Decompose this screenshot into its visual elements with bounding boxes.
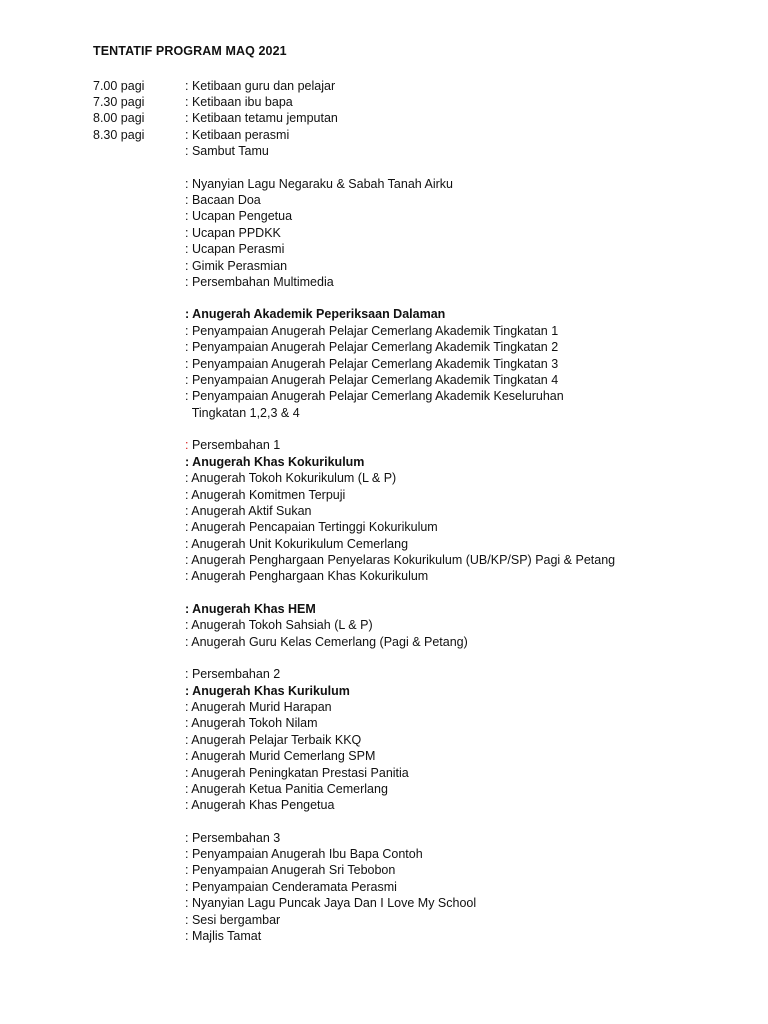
closing-item: : Penyampaian Anugerah Ibu Bapa Contoh <box>185 847 423 861</box>
curriculum-item: : Anugerah Murid Harapan <box>185 700 332 714</box>
cocurricular-item: : Anugerah Komitmen Terpuji <box>185 488 346 502</box>
curriculum-item: : Anugerah Ketua Panitia Cemerlang <box>185 782 388 796</box>
cocurricular-item: : Anugerah Penghargaan Penyelaras Kokurikulum (UB/KP/SP) Pagi & Petang <box>185 553 616 567</box>
opening-item: : Bacaan Doa <box>185 193 261 207</box>
curriculum-item: : Anugerah Murid Cemerlang SPM <box>185 749 376 763</box>
closing-item: : Sesi bergambar <box>185 913 281 927</box>
opening-item: : Gimik Perasmian <box>185 259 288 273</box>
academic-item: : Penyampaian Anugerah Pelajar Cemerlang Akademik Tingkatan 4 <box>185 373 559 387</box>
section-heading-academic: : Anugerah Akademik Peperiksaan Dalaman <box>185 307 446 321</box>
curriculum-item: : Anugerah Peningkatan Prestasi Panitia <box>185 766 409 780</box>
document-title: TENTATIF PROGRAM MAQ 2021 <box>93 44 287 58</box>
schedule-time: 8.30 pagi <box>93 128 145 142</box>
performance-3: : Persembahan 3 <box>185 831 281 845</box>
schedule-text: : Ketibaan tetamu jemputan <box>185 111 338 125</box>
hem-item: : Anugerah Tokoh Sahsiah (L & P) <box>185 618 373 632</box>
section-heading-cocurricular: : Anugerah Khas Kokurikulum <box>185 455 365 469</box>
cocurricular-item: : Anugerah Tokoh Kokurikulum (L & P) <box>185 471 397 485</box>
schedule-text: : Ketibaan perasmi <box>185 128 290 142</box>
hem-item: : Anugerah Guru Kelas Cemerlang (Pagi & Petang) <box>185 635 468 649</box>
academic-item: : Penyampaian Anugerah Pelajar Cemerlang Akademik Tingkatan 1 <box>185 324 559 338</box>
opening-item: : Ucapan PPDKK <box>185 226 281 240</box>
cocurricular-item: : Anugerah Penghargaan Khas Kokurikulum <box>185 569 429 583</box>
academic-item: : Penyampaian Anugerah Pelajar Cemerlang Akademik Tingkatan 2 <box>185 340 559 354</box>
opening-item: : Persembahan Multimedia <box>185 275 334 289</box>
schedule-text: : Ketibaan ibu bapa <box>185 95 293 109</box>
closing-item: : Penyampaian Cenderamata Perasmi <box>185 880 397 894</box>
closing-item: : Majlis Tamat <box>185 929 262 943</box>
cocurricular-item: : Anugerah Unit Kokurikulum Cemerlang <box>185 537 409 551</box>
opening-item: : Ucapan Perasmi <box>185 242 285 256</box>
section-heading-curriculum: : Anugerah Khas Kurikulum <box>185 684 350 698</box>
performance-label: Persembahan 1 <box>188 438 281 452</box>
opening-item: : Nyanyian Lagu Negaraku & Sabah Tanah Airku <box>185 177 454 191</box>
schedule-text: : Ketibaan guru dan pelajar <box>185 79 336 93</box>
curriculum-item: : Anugerah Tokoh Nilam <box>185 716 318 730</box>
closing-item: : Nyanyian Lagu Puncak Jaya Dan I Love My School <box>185 896 477 910</box>
curriculum-item: : Anugerah Pelajar Terbaik KKQ <box>185 733 362 747</box>
section-heading-hem: : Anugerah Khas HEM <box>185 602 316 616</box>
cocurricular-item: : Anugerah Pencapaian Tertinggi Kokurikulum <box>185 520 438 534</box>
academic-item: : Penyampaian Anugerah Pelajar Cemerlang Akademik Keseluruhan <box>185 389 564 403</box>
schedule-time: 7.30 pagi <box>93 95 145 109</box>
academic-item: : Penyampaian Anugerah Pelajar Cemerlang Akademik Tingkatan 3 <box>185 357 559 371</box>
academic-item: Tingkatan 1,2,3 & 4 <box>185 406 300 420</box>
schedule-time: 8.00 pagi <box>93 111 145 125</box>
closing-item: : Penyampaian Anugerah Sri Tebobon <box>185 863 396 877</box>
schedule-text: : Sambut Tamu <box>185 144 269 158</box>
red-colon: : <box>185 438 189 452</box>
schedule-time: 7.00 pagi <box>93 79 145 93</box>
cocurricular-item: : Anugerah Aktif Sukan <box>185 504 312 518</box>
opening-item: : Ucapan Pengetua <box>185 209 293 223</box>
performance-1 <box>185 437 280 453</box>
curriculum-item: : Anugerah Khas Pengetua <box>185 798 335 812</box>
performance-2: : Persembahan 2 <box>185 667 281 681</box>
